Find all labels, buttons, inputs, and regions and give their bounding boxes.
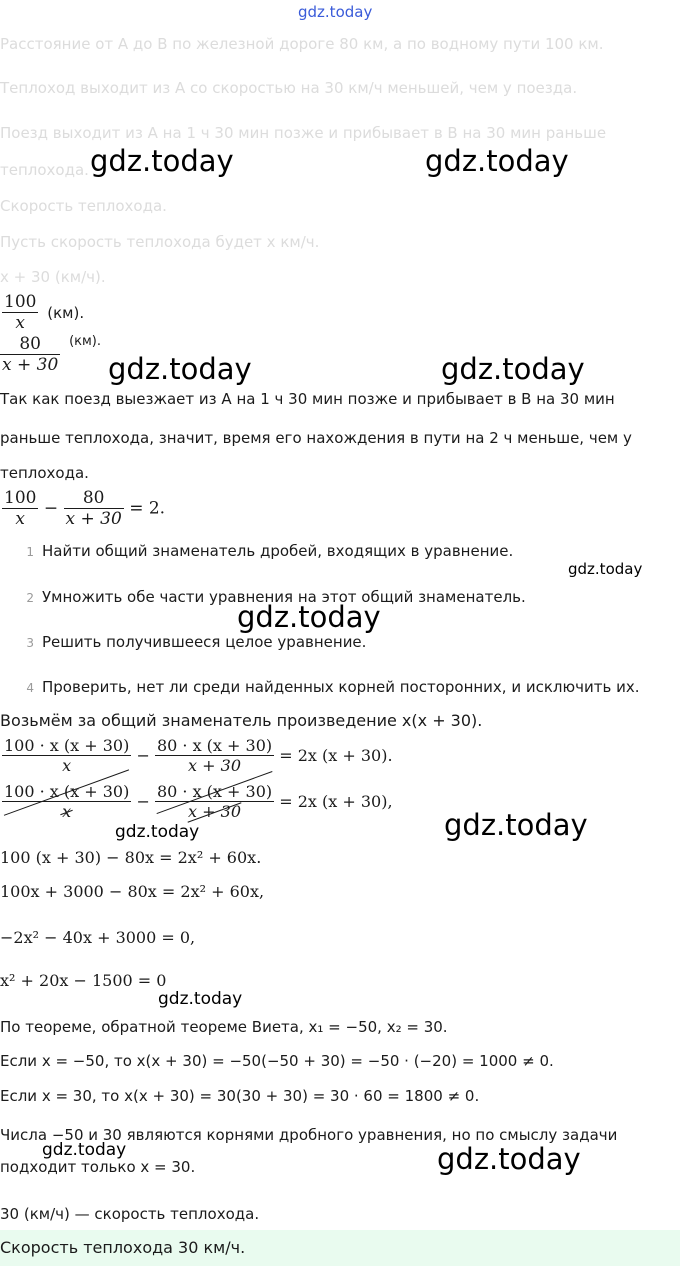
- faded-line-7: x + 30 (км/ч).: [0, 268, 106, 286]
- fraction-denominator: x: [2, 312, 38, 333]
- step-text: Проверить, нет ли среди найденных корней посторонних, и исключить их.: [42, 678, 640, 696]
- check-line-1: Если x = −50, то x(x + 30) = −50(−50 + 30) = −50 · (−20) = 1000 ≠ 0.: [0, 1052, 554, 1070]
- fraction-numerator: 100: [4, 488, 37, 508]
- step-text: Решить получившееся целое уравнение.: [42, 633, 367, 651]
- fraction-numerator: 100 · x (x + 30): [4, 782, 130, 801]
- equation-main: $\frac{100}{x}$ − $\frac{80}{x + 30}$ = 2.: [4, 488, 166, 529]
- conclusion-line-1: Числа −50 и 30 являются корнями дробного уравнения, но по смыслу задачи: [0, 1126, 618, 1144]
- watermark: gdz.today: [237, 600, 381, 634]
- fraction-denominator: x + 30: [65, 509, 122, 529]
- conclusion-line-2: подходит только x = 30.: [0, 1158, 196, 1176]
- paragraph-line-1: Так как поезд выезжает из A на 1 ч 30 мин позже и прибывает в B на 30 мин: [0, 390, 615, 408]
- step-number: 3: [26, 636, 34, 650]
- solution-line-2: 100x + 3000 − 80x = 2x² + 60x,: [0, 882, 265, 901]
- fraction-denominator: x + 30: [155, 801, 274, 821]
- solution-line-4: x² + 20x − 1500 = 0: [0, 971, 167, 990]
- faded-line-1: Расстояние от A до B по железной дороге 80 км, а по водному пути 100 км.: [0, 35, 604, 53]
- faded-line-5: Скорость теплохода.: [0, 197, 167, 215]
- fraction-numerator: 80 · x (x + 30): [156, 736, 273, 755]
- step-text: Умножить обе части уравнения на этот общий знаменатель.: [42, 588, 526, 606]
- watermark: gdz.today: [42, 1140, 127, 1160]
- fraction-distance-ship: [2, 292, 84, 333]
- fraction-denominator: x: [2, 801, 131, 821]
- fraction-numerator: 80: [82, 488, 105, 508]
- step-1: [0, 542, 513, 560]
- answer-text: Скорость теплохода 30 км/ч.: [0, 1238, 246, 1257]
- fraction-numerator: 100: [4, 292, 37, 312]
- common-denominator-line: Возьмём за общий знаменатель произведение x(x + 30).: [0, 711, 483, 730]
- watermark: gdz.today: [90, 144, 234, 178]
- watermark: gdz.today: [441, 352, 585, 386]
- equation-rhs: = 2x (x + 30).: [279, 746, 393, 765]
- step-number: 4: [26, 681, 34, 695]
- equation-multiplied: $\frac{100 \cdot x (x + 30)}{x}$ − $\frac{80 \cdot x (x + 30)}{x + 30}$ = 2x (x + 30).: [4, 736, 393, 775]
- paragraph-line-3: теплохода.: [0, 464, 89, 482]
- step-number: 1: [26, 545, 34, 559]
- watermark: gdz.today: [115, 822, 200, 842]
- step-number: 2: [26, 591, 34, 605]
- solution-line-3: −2x² − 40x + 3000 = 0,: [0, 928, 196, 947]
- watermark: gdz.today: [158, 989, 243, 1009]
- paragraph-line-2: раньше теплохода, значит, время его нахождения в пути на 2 ч меньше, чем у: [0, 429, 632, 447]
- equation-rhs: = 2.: [129, 498, 166, 519]
- solution-line-1: 100 (x + 30) − 80x = 2x² + 60x.: [0, 848, 262, 867]
- equation-cancelled: $\frac{100 \cdot x (x + 30)}{x}$ − $\frac{80 \cdot x (x + 30)}{x + 30}$ = 2x (x + 30),: [4, 782, 393, 821]
- watermark: gdz.today: [444, 808, 588, 842]
- step-4: [0, 678, 639, 696]
- watermark: gdz.today: [425, 144, 569, 178]
- fraction-distance-train: [0, 334, 101, 375]
- check-line-2: Если x = 30, то x(x + 30) = 30(30 + 30) = 30 · 60 = 1800 ≠ 0.: [0, 1087, 480, 1105]
- fraction-denominator: x: [2, 508, 38, 529]
- unit-label: (км).: [47, 303, 85, 322]
- watermark-top: gdz.today: [298, 3, 373, 21]
- fraction-denominator: x: [2, 755, 131, 775]
- fraction-numerator: 80: [19, 334, 41, 354]
- fraction-denominator: x + 30: [2, 355, 59, 375]
- watermark: gdz.today: [108, 352, 252, 386]
- faded-line-3: Поезд выходит из A на 1 ч 30 мин позже и прибывает в B на 30 мин раньше: [0, 124, 607, 142]
- speed-line: 30 (км/ч) — скорость теплохода.: [0, 1205, 260, 1223]
- step-3: [0, 633, 366, 651]
- fraction-denominator: x + 30: [155, 755, 274, 775]
- answer-box: [0, 1230, 680, 1266]
- fraction-numerator: 80 · x (x + 30): [156, 782, 273, 801]
- faded-line-6: Пусть скорость теплохода будет x км/ч.: [0, 233, 320, 251]
- watermark: gdz.today: [437, 1142, 581, 1176]
- unit-label: (км).: [69, 334, 101, 349]
- faded-line-4: теплохода.: [0, 161, 89, 179]
- fraction-numerator: 100 · x (x + 30): [4, 736, 130, 755]
- step-text: Найти общий знаменатель дробей, входящих в уравнение.: [42, 542, 514, 560]
- watermark: gdz.today: [568, 560, 643, 578]
- equation-rhs: = 2x (x + 30),: [279, 792, 393, 811]
- faded-line-2: Теплоход выходит из A со скоростью на 30 км/ч меньшей, чем у поезда.: [0, 79, 578, 97]
- vieta-line: По теореме, обратной теореме Виета, x₁ = −50, x₂ = 30.: [0, 1018, 448, 1036]
